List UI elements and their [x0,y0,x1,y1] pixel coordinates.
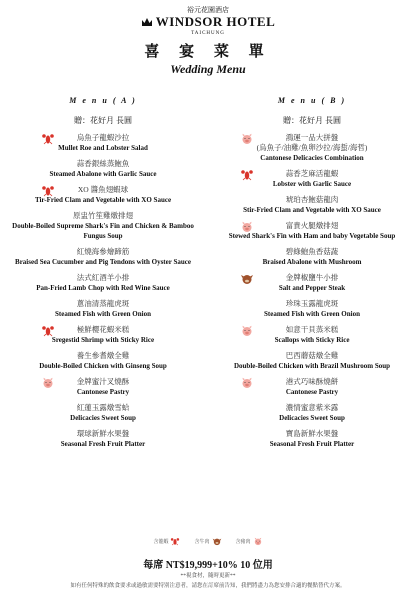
pig-icon [41,376,55,388]
dish-item [212,133,412,163]
dish-chinese-name: 巴西蘑菇燉全雞 [285,351,339,360]
dish-item [3,299,203,319]
dish-item [3,429,203,449]
lobster-icon [41,184,55,196]
crown-icon [141,17,153,27]
brand-logo [0,14,416,30]
dish-item [212,403,412,423]
dish-english-name: Delicacies Sweet Soup [279,414,345,422]
dish-item [212,325,412,345]
menu-a-title: M e n u ( A ) [69,96,137,105]
dish-item [3,377,203,397]
menu-title-english: Wedding Menu [170,62,246,76]
dish-chinese-name: 極鮮櫻花蝦米糕 [76,325,130,334]
dish-item [3,185,203,205]
dish-chinese-name: 珍珠玉露龍虎斑 [285,299,339,308]
brand-english-name: WINDSOR HOTEL [155,14,276,29]
dish-english-name: Steamed Abalone with Garlic Sauce [49,170,157,178]
lobster-icon [240,168,254,180]
dish-english-name: Braised Sea Cucumber and Pig Tendons with Oyster Sauce [15,258,191,266]
legend-label: 含龍蝦 [153,540,169,545]
pig-icon [240,324,254,336]
dish-chinese-name: 紅燒海參燴蹄筋 [76,247,130,256]
dish-chinese-name: 如意干貝蒸米糕 [285,325,339,334]
legend-label: 含牛肉 [194,540,210,545]
dish-chinese-name: 金牌椒鹽牛小排 [285,273,339,282]
dish-item [212,377,412,397]
dish-english-name: Salt and Pepper Steak [278,284,346,292]
menu-title-chinese: 喜 宴 菜 單 [144,44,272,60]
dish-chinese-name: 富貴火腿燉排翅 [285,221,339,230]
dish-item [212,273,412,293]
dish-chinese-detail: (烏魚子/油雞/魚卵沙拉/海蜇/海哲) [256,143,368,152]
dish-english-name: Braised Abalone with Mushroom [262,258,362,266]
dish-english-name: Lobster with Garlic Sauce [272,180,352,188]
lobster-icon [41,324,55,336]
brand-chinese-name: 裕元花園酒店 [187,6,229,14]
menu-a-intro: 贈：花好月 長圓 [74,116,132,125]
dish-english-name: Cantonese Pastry [285,388,339,396]
dish-item [212,195,412,215]
pig-icon [253,537,263,546]
allergy-note: 如有任何特殊的飲食要求或過敏需要特別注意者，請您在訂席前告知，我們將盡力為您安排合適的餐點替代方案。 [70,583,346,589]
dish-chinese-name: 蔥油清蒸龍虎斑 [76,299,130,308]
dish-chinese-name: 紅蓮玉露燉雪蛤 [76,403,130,412]
dish-chinese-name: 金牌蜜汁叉燒酥 [76,377,130,386]
lobster-icon [41,132,55,144]
dish-chinese-name: 琥珀杏鮑菇龍肉 [285,195,339,204]
dish-item [3,133,203,153]
dish-chinese-name: 養生參耆燉全雞 [76,351,130,360]
dish-english-name: Delicacies Sweet Soup [70,414,136,422]
dish-chinese-name: 鴻運一品大拼盤 [285,133,339,142]
legend-label: 含豬肉 [235,540,251,545]
dish-english-name: Double-Boiled Supreme Shark's Fin and Chicken & Bamboo Fungus Soup [12,222,194,240]
dish-item [3,273,203,293]
dish-item [3,211,203,241]
dish-english-name: Double-Boiled Chicken with Ginseng Soup [39,362,167,370]
seal-icon [212,537,222,546]
icon-legend [0,537,416,546]
dish-english-name: Seasonal Fresh Fruit Platter [60,440,146,448]
dish-item [3,403,203,423]
dish-english-name: Scallops with Sticky Rice [274,336,350,344]
dish-english-name: Pan-Fried Lamb Chop with Red Wine Sauce [36,284,170,292]
menu-a-column [3,96,203,449]
dish-item [212,221,412,241]
dish-english-name: Tir-Fried Clam and Vegetable with XO Sauce [34,196,172,204]
dish-chinese-name: 原盅竹笙雞燉排翅 [73,211,133,220]
dish-chinese-name: XO 醬魚翅蝦球 [77,185,129,194]
dish-item [212,169,412,189]
update-note: **視食材，隨時更新** [180,573,236,579]
price-line: 每席 NT$19,999+10% 10 位用 [143,560,273,571]
legend-item [236,537,263,546]
dish-chinese-name: 港式巧味酥燒餅 [285,377,339,386]
dish-chinese-name: 蒜香銀絲蒸鮑魚 [76,159,130,168]
dish-english-name: Double-Boiled Chicken with Brazil Mushroom Soup [233,362,391,370]
dish-english-name: Mullet Roe and Lobster Salad [58,144,148,152]
dish-item [3,247,203,267]
dish-chinese-name: 寶島新鮮水果盤 [285,429,339,438]
dish-english-name: Cantonese Pastry [76,388,130,396]
dish-english-name: Steamed Fish with Green Onion [264,310,360,318]
dish-english-name: Stewed Shark's Fin with Ham and baby Vegetable Soup [228,232,396,240]
lobster-icon [170,537,180,546]
dish-item [3,325,203,345]
dish-english-name: Cantonese Delicacies Combination [260,154,364,162]
dish-chinese-name: 碧綠鮑魚香菇蔬 [285,247,339,256]
dish-chinese-name: 濃情蜜意紫米露 [285,403,339,412]
menu-b-column [212,96,412,449]
dish-item [212,299,412,319]
legend-item [194,537,221,546]
pig-icon [240,376,254,388]
menu-b-title: M e n u ( B ) [277,96,347,105]
dish-chinese-name: 環球新鮮水果盤 [76,429,130,438]
menu-b-intro: 贈：花好月 長圓 [283,116,341,125]
seal-icon [240,272,254,284]
legend-item [153,537,180,546]
dish-english-name: Sregestid Shrimp with Sticky Rice [51,336,155,344]
dish-chinese-name: 蒜香芝麻活龍蝦 [285,169,339,178]
menu-a-dish-list [3,133,203,449]
dish-item [3,351,203,371]
dish-item [212,429,412,449]
dish-item [212,247,412,267]
dish-item [3,159,203,179]
dish-english-name: Steamed Fish with Green Onion [55,310,151,318]
menu-b-dish-list [212,133,412,449]
pig-icon [240,220,254,232]
dish-item [212,351,412,371]
dish-chinese-name: 烏魚子龍蝦沙拉 [76,133,130,142]
dish-chinese-name: 法式紅酒羊小排 [76,273,130,282]
pig-icon [240,132,254,144]
dish-english-name: Stir-Fried Clam and Vegetable with XO Sauce [243,206,381,214]
dish-english-name: Seasonal Fresh Fruit Platter [269,440,355,448]
brand-city: TAICHUNG [191,31,225,36]
